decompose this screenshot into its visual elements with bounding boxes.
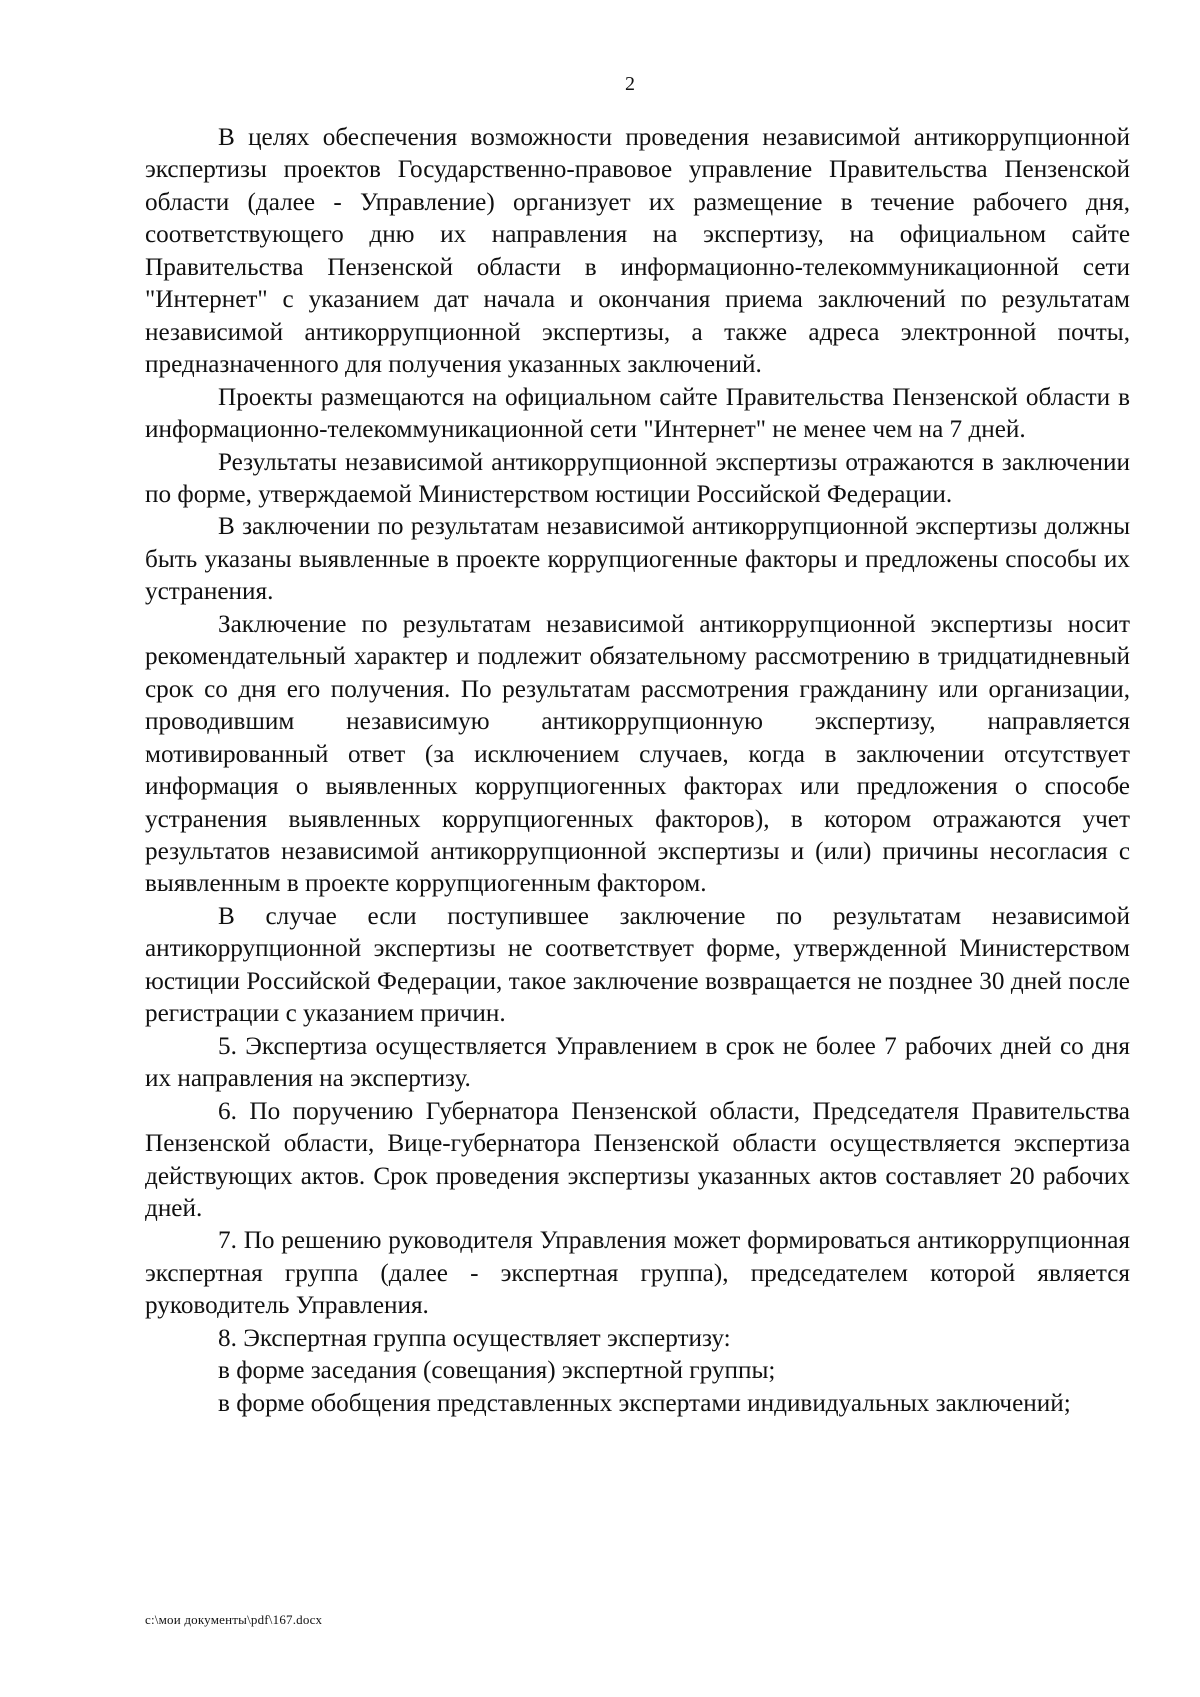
paragraph-conclusion-review: Заключение по результатам независимой антикоррупционной экспертизы носит рекомендательный характер и подлежит обязательному рассмотрению в тридцатидневный срок со дня его получения. По результатам рассмотрения гражданину или организации, проводившим независимую антикоррупционную экспертизу, направляется мотивированный ответ (за исключением случаев, когда в заключении отсутствует информация о выявленных коррупциогенных факторах или предложения о способе устранения выявленных коррупциогенных факторов), в котором отражаются учет результатов независимой антикоррупционной экспертизы и (или) причины несогласия с выявленным в проекте коррупциогенным фактором. [145,610,1130,898]
paragraph-item-6: 6. По поручению Губернатора Пензенской области, Председателя Правительства Пензенской области, Вице-губернатора Пензенской области осуществляется экспертиза действующих актов. Срок проведения экспертизы указанных актов составляет 20 рабочих дней. [145,1097,1130,1222]
paragraph-conclusion-return: В случае если поступившее заключение по результатам независимой антикоррупционной экспертизы не соответствует форме, утвержденной Министерством юстиции Российской Федерации, такое заключение возвращается не позднее 30 дней после регистрации с указанием причин. [145,902,1130,1028]
paragraph-placement-of-drafts: В целях обеспечения возможности проведения независимой антикоррупционной экспертизы проектов Государственно-правовое управление Правительства Пензенской области (далее - Управление) организует их размещение в течение рабочего дня, соответствующего дню их направления на экспертизу, на официальном сайте Правительства Пензенской области в информационно-телекоммуникационной сети "Интернет" с указанием дат начала и окончания приема заключений по результатам независимой антикоррупционной экспертизы, а также адреса электронной почты, предназначенного для получения указанных заключений. [145,124,1130,379]
paragraph-item-7: 7. По решению руководителя Управления может формироваться антикоррупционная экспертная группа (далее - экспертная группа), председателем которой является руководитель Управления. [145,1227,1130,1320]
document-body [145,122,1130,1420]
paragraph-item-8-form-summary: в форме обобщения представленных экспертами индивидуальных заключений; [218,1389,1071,1417]
paragraph-item-8: 8. Экспертная группа осуществляет экспертизу: [218,1324,731,1352]
paragraph-conclusion-content: В заключении по результатам независимой антикоррупционной экспертизы должны быть указаны выявленные в проекте коррупциогенные факторы и предложены способы их устранения. [145,513,1130,606]
footer-file-path: c:\мои документы\pdf\167.docx [145,1612,323,1627]
paragraph-item-5: 5. Экспертиза осуществляется Управлением в срок не более 7 рабочих дней со дня их направления на экспертизу. [145,1032,1130,1093]
page-number: 2 [625,73,635,95]
paragraph-item-8-form-meeting: в форме заседания (совещания) экспертной группы; [218,1357,776,1385]
paragraph-placement-duration: Проекты размещаются на официальном сайте Правительства Пензенской области в информационно-телекоммуникационной сети "Интернет" не менее чем на 7 дней. [145,383,1130,444]
paragraph-results-form: Результаты независимой антикоррупционной экспертизы отражаются в заключении по форме, утверждаемой Министерством юстиции Российской Федерации. [145,448,1130,508]
